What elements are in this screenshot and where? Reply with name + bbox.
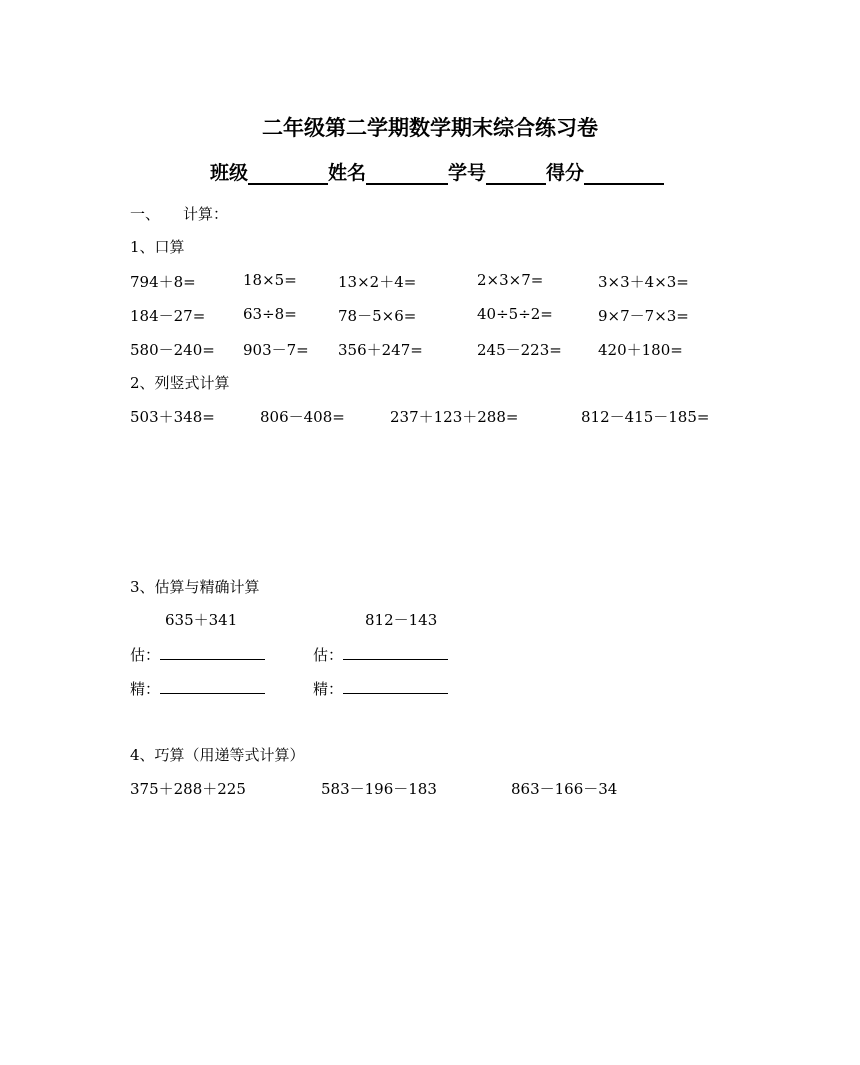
number-label: 学号 bbox=[448, 162, 487, 184]
name-blank[interactable] bbox=[366, 163, 448, 185]
estimate-label: 估： bbox=[130, 646, 161, 664]
page-title: 二年级第二学期数学期末综合练习卷 bbox=[262, 116, 598, 140]
estimation-problem: 635＋341 bbox=[165, 611, 238, 629]
estimate-row bbox=[130, 644, 265, 665]
clever-calc-problem: 863－166－34 bbox=[511, 780, 618, 798]
class-label: 班级 bbox=[210, 162, 249, 184]
mental-problem: 13×2＋4= bbox=[338, 273, 417, 291]
exact-answer-blank[interactable] bbox=[343, 679, 448, 694]
score-blank[interactable] bbox=[584, 163, 664, 185]
number-blank[interactable] bbox=[486, 163, 546, 185]
mental-problem: 245－223= bbox=[477, 341, 562, 359]
mental-problem: 794＋8= bbox=[130, 273, 196, 291]
exact-label: 精： bbox=[313, 680, 344, 698]
section-heading: 计算： bbox=[183, 205, 229, 223]
vertical-problem: 503＋348= bbox=[130, 408, 215, 426]
part1-heading: 1、口算 bbox=[130, 238, 185, 256]
mental-problem: 580－240= bbox=[130, 341, 215, 359]
mental-problem: 9×7－7×3= bbox=[598, 307, 689, 325]
score-label: 得分 bbox=[546, 162, 585, 184]
part4-heading: 4、巧算（用递等式计算） bbox=[130, 746, 305, 764]
estimate-row bbox=[313, 644, 448, 665]
vertical-problem: 237＋123＋288= bbox=[390, 408, 519, 426]
class-blank[interactable] bbox=[248, 163, 328, 185]
mental-problem: 2×3×7= bbox=[477, 271, 544, 289]
mental-problem: 356＋247= bbox=[338, 341, 423, 359]
mental-problem: 63÷8= bbox=[243, 305, 297, 323]
estimate-answer-blank[interactable] bbox=[343, 645, 448, 660]
mental-problem: 78－5×6= bbox=[338, 307, 417, 325]
mental-problem: 420＋180= bbox=[598, 341, 683, 359]
vertical-problem: 812－415－185= bbox=[581, 408, 710, 426]
mental-problem: 3×3＋4×3= bbox=[598, 273, 689, 291]
exact-row bbox=[313, 678, 448, 699]
estimate-answer-blank[interactable] bbox=[160, 645, 265, 660]
part2-heading: 2、列竖式计算 bbox=[130, 374, 230, 392]
clever-calc-problem: 583－196－183 bbox=[321, 780, 437, 798]
mental-problem: 40÷5÷2= bbox=[477, 305, 553, 323]
name-label: 姓名 bbox=[328, 162, 367, 184]
estimate-label: 估： bbox=[313, 646, 344, 664]
mental-problem: 18×5= bbox=[243, 271, 297, 289]
mental-problem: 903－7= bbox=[243, 341, 309, 359]
section-number: 一、 bbox=[130, 205, 161, 223]
mental-problem: 184－27= bbox=[130, 307, 206, 325]
student-info-line bbox=[210, 158, 664, 185]
estimation-problem: 812－143 bbox=[365, 611, 438, 629]
exact-row bbox=[130, 678, 265, 699]
clever-calc-problem: 375＋288＋225 bbox=[130, 780, 246, 798]
vertical-problem: 806－408= bbox=[260, 408, 345, 426]
exact-label: 精： bbox=[130, 680, 161, 698]
exact-answer-blank[interactable] bbox=[160, 679, 265, 694]
part3-heading: 3、估算与精确计算 bbox=[130, 578, 260, 596]
